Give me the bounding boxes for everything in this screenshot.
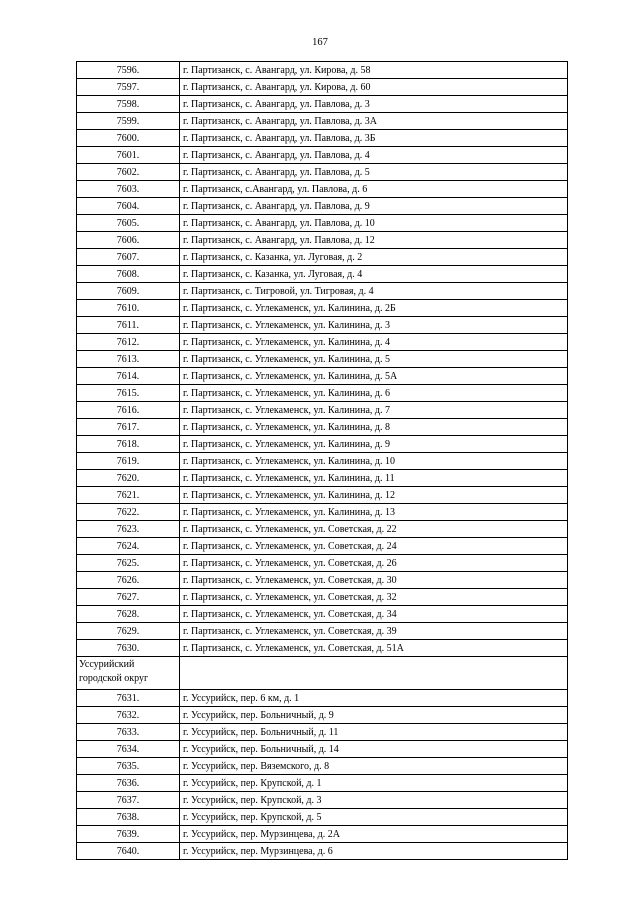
row-address: г. Партизанск, с. Углекаменск, ул. Калинина, д. 2Б: [180, 300, 568, 317]
row-address: г. Партизанск, с. Углекаменск, ул. Советская, д. 51А: [180, 640, 568, 657]
table-row: [77, 826, 568, 843]
table-row: [77, 181, 568, 198]
section-name: Уссурийский городской округ: [77, 657, 180, 690]
row-number: 7628.: [77, 606, 180, 623]
row-number: 7631.: [77, 690, 180, 707]
row-address: г. Уссурийск, пер. 6 км, д. 1: [180, 690, 568, 707]
row-address: г. Партизанск, с. Углекаменск, ул. Советская, д. 39: [180, 623, 568, 640]
row-address: г. Партизанск, с. Казанка, ул. Луговая, д. 2: [180, 249, 568, 266]
row-number: 7597.: [77, 79, 180, 96]
row-number: 7607.: [77, 249, 180, 266]
table-row: [77, 300, 568, 317]
table-row: [77, 623, 568, 640]
row-number: 7623.: [77, 521, 180, 538]
row-address: г. Партизанск, с. Авангард, ул. Кирова, д. 60: [180, 79, 568, 96]
row-number: 7622.: [77, 504, 180, 521]
table-row: [77, 775, 568, 792]
row-number: 7605.: [77, 215, 180, 232]
row-address: г. Партизанск, с. Углекаменск, ул. Калинина, д. 5: [180, 351, 568, 368]
table-row: [77, 809, 568, 826]
row-address: г. Партизанск, с. Углекаменск, ул. Советская, д. 24: [180, 538, 568, 555]
row-address: г. Уссурийск, пер. Крупской, д. 3: [180, 792, 568, 809]
table-row: [77, 741, 568, 758]
row-number: 7630.: [77, 640, 180, 657]
row-address: г. Партизанск, с. Авангард, ул. Кирова, д. 58: [180, 62, 568, 79]
table-row: [77, 436, 568, 453]
page-number: 167: [312, 37, 328, 48]
row-number: 7617.: [77, 419, 180, 436]
row-number: 7603.: [77, 181, 180, 198]
table-row: [77, 792, 568, 809]
table-row: [77, 453, 568, 470]
table-row: [77, 385, 568, 402]
row-address: г. Партизанск, с. Авангард, ул. Павлова, д. 10: [180, 215, 568, 232]
table-row: [77, 487, 568, 504]
table-row: [77, 419, 568, 436]
table-row: [77, 147, 568, 164]
row-number: 7637.: [77, 792, 180, 809]
row-number: 7638.: [77, 809, 180, 826]
table-row: [77, 572, 568, 589]
row-address: г. Партизанск, с. Авангард, ул. Павлова, д. 3А: [180, 113, 568, 130]
row-address: г. Партизанск, с. Углекаменск, ул. Советская, д. 32: [180, 589, 568, 606]
row-number: 7627.: [77, 589, 180, 606]
row-number: 7598.: [77, 96, 180, 113]
table-row: [77, 62, 568, 79]
table-row: [77, 589, 568, 606]
row-number: 7615.: [77, 385, 180, 402]
row-number: 7611.: [77, 317, 180, 334]
row-address: г. Уссурийск, пер. Больничный, д. 14: [180, 741, 568, 758]
row-number: 7609.: [77, 283, 180, 300]
table-row: [77, 504, 568, 521]
row-number: 7599.: [77, 113, 180, 130]
row-number: 7616.: [77, 402, 180, 419]
row-address: г. Партизанск, с. Углекаменск, ул. Советская, д. 30: [180, 572, 568, 589]
table-row: [77, 707, 568, 724]
row-number: 7596.: [77, 62, 180, 79]
address-rows-partizansk: [77, 62, 568, 657]
table-row: [77, 640, 568, 657]
row-address: г. Партизанск, с. Углекаменск, ул. Калинина, д. 6: [180, 385, 568, 402]
row-address: г. Партизанск, с. Углекаменск, ул. Калинина, д. 5А: [180, 368, 568, 385]
row-address: г. Партизанск, с. Казанка, ул. Луговая, д. 4: [180, 266, 568, 283]
table-row: [77, 113, 568, 130]
row-address: г. Партизанск, с. Углекаменск, ул. Советская, д. 22: [180, 521, 568, 538]
row-address: г. Партизанск, с. Углекаменск, ул. Калинина, д. 3: [180, 317, 568, 334]
table-row: [77, 606, 568, 623]
row-address: г. Партизанск, с. Углекаменск, ул. Калинина, д. 8: [180, 419, 568, 436]
row-address: г. Партизанск, с. Углекаменск, ул. Калинина, д. 10: [180, 453, 568, 470]
table-row: [77, 79, 568, 96]
row-address: г. Партизанск, с. Углекаменск, ул. Калинина, д. 4: [180, 334, 568, 351]
row-address: г. Уссурийск, пер. Крупской, д. 5: [180, 809, 568, 826]
row-address: г. Уссурийск, пер. Мурзинцева, д. 6: [180, 843, 568, 860]
table-row: [77, 351, 568, 368]
row-address: г. Партизанск, с. Авангард, ул. Павлова, д. 4: [180, 147, 568, 164]
row-number: 7634.: [77, 741, 180, 758]
row-number: 7619.: [77, 453, 180, 470]
table-row: [77, 538, 568, 555]
table-row: [77, 843, 568, 860]
row-address: г. Партизанск, с. Авангард, ул. Павлова, д. 5: [180, 164, 568, 181]
section-header-row: [77, 657, 568, 690]
row-number: 7613.: [77, 351, 180, 368]
row-number: 7601.: [77, 147, 180, 164]
table-row: [77, 283, 568, 300]
row-number: 7626.: [77, 572, 180, 589]
row-number: 7606.: [77, 232, 180, 249]
table-row: [77, 521, 568, 538]
row-number: 7625.: [77, 555, 180, 572]
row-number: 7608.: [77, 266, 180, 283]
address-rows-ussuriysk: [77, 690, 568, 860]
row-address: г. Партизанск, с. Авангард, ул. Павлова, д. 3Б: [180, 130, 568, 147]
row-number: 7635.: [77, 758, 180, 775]
row-number: 7636.: [77, 775, 180, 792]
row-number: 7633.: [77, 724, 180, 741]
row-number: 7632.: [77, 707, 180, 724]
section-block: [77, 657, 568, 690]
row-number: 7624.: [77, 538, 180, 555]
table-row: [77, 232, 568, 249]
row-number: 7640.: [77, 843, 180, 860]
row-address: г. Партизанск, с. Авангард, ул. Павлова, д. 9: [180, 198, 568, 215]
row-address: г. Уссурийск, пер. Вяземского, д. 8: [180, 758, 568, 775]
row-address: г. Партизанск, с. Углекаменск, ул. Калинина, д. 7: [180, 402, 568, 419]
table-row: [77, 690, 568, 707]
address-table: [76, 61, 568, 860]
table-row: [77, 402, 568, 419]
table-row: [77, 368, 568, 385]
row-address: г. Партизанск, с. Углекаменск, ул. Советская, д. 34: [180, 606, 568, 623]
table-row: [77, 130, 568, 147]
row-address: г. Партизанск, с. Углекаменск, ул. Калинина, д. 9: [180, 436, 568, 453]
row-address: г. Партизанск, с.Авангард, ул. Павлова, д. 6: [180, 181, 568, 198]
section-address: [180, 657, 568, 690]
row-number: 7604.: [77, 198, 180, 215]
row-address: г. Партизанск, с. Авангард, ул. Павлова, д. 3: [180, 96, 568, 113]
table-row: [77, 164, 568, 181]
table-row: [77, 198, 568, 215]
row-address: г. Партизанск, с. Углекаменск, ул. Калинина, д. 11: [180, 470, 568, 487]
table-row: [77, 470, 568, 487]
row-address: г. Уссурийск, пер. Мурзинцева, д. 2А: [180, 826, 568, 843]
table-row: [77, 266, 568, 283]
row-number: 7614.: [77, 368, 180, 385]
row-number: 7612.: [77, 334, 180, 351]
row-address: г. Партизанск, с. Углекаменск, ул. Калинина, д. 12: [180, 487, 568, 504]
table-row: [77, 334, 568, 351]
row-address: г. Уссурийск, пер. Крупской, д. 1: [180, 775, 568, 792]
table-row: [77, 555, 568, 572]
row-number: 7639.: [77, 826, 180, 843]
row-number: 7600.: [77, 130, 180, 147]
row-number: 7610.: [77, 300, 180, 317]
row-address: г. Партизанск, с. Авангард, ул. Павлова, д. 12: [180, 232, 568, 249]
table-row: [77, 215, 568, 232]
row-number: 7618.: [77, 436, 180, 453]
row-address: г. Партизанск, с. Углекаменск, ул. Советская, д. 26: [180, 555, 568, 572]
table-row: [77, 249, 568, 266]
row-address: г. Уссурийск, пер. Больничный, д. 11: [180, 724, 568, 741]
row-number: 7602.: [77, 164, 180, 181]
table-row: [77, 96, 568, 113]
table-row: [77, 317, 568, 334]
row-address: г. Партизанск, с. Тигровой, ул. Тигровая, д. 4: [180, 283, 568, 300]
row-number: 7621.: [77, 487, 180, 504]
table-row: [77, 724, 568, 741]
row-address: г. Партизанск, с. Углекаменск, ул. Калинина, д. 13: [180, 504, 568, 521]
table-row: [77, 758, 568, 775]
row-number: 7620.: [77, 470, 180, 487]
row-number: 7629.: [77, 623, 180, 640]
row-address: г. Уссурийск, пер. Больничный, д. 9: [180, 707, 568, 724]
